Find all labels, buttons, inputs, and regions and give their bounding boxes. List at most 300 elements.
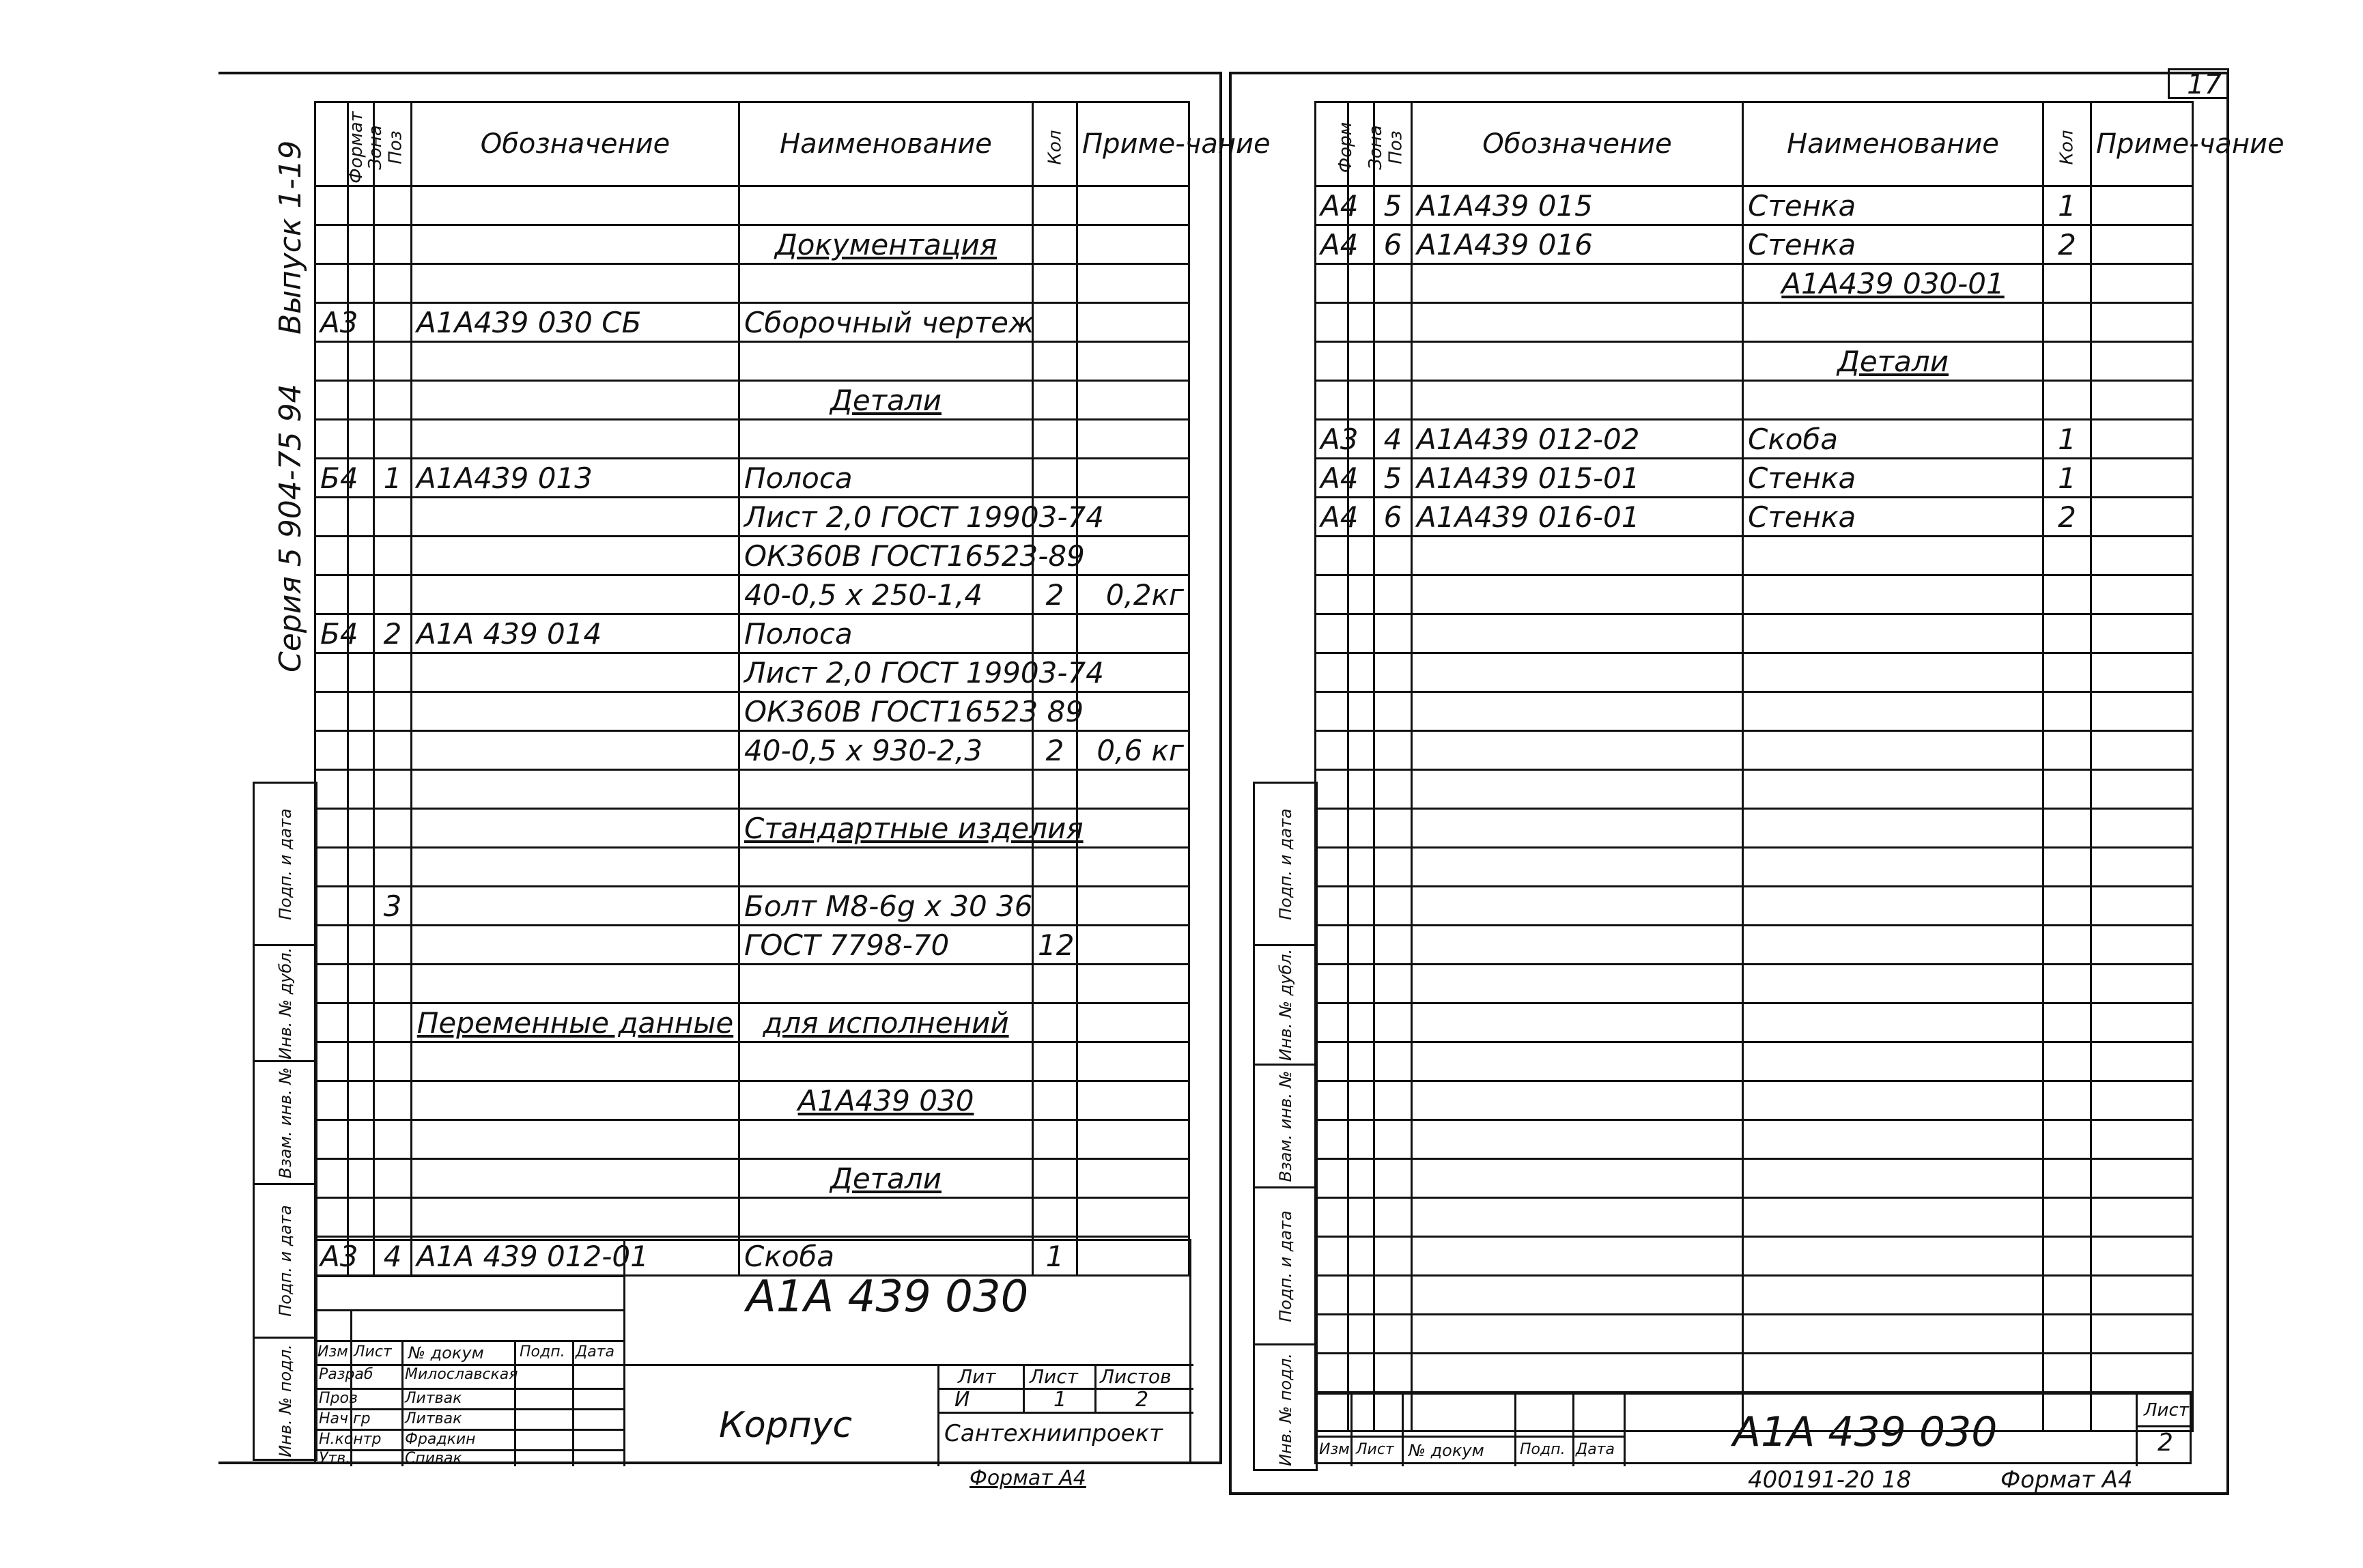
spec-cell-name [739,186,1033,225]
spec-cell-empty [2091,1198,2193,1237]
spec-row [1316,186,2193,225]
doc-number: А1А 439 030 [746,1272,1029,1322]
spec-cell-designation [412,770,739,809]
stamp-cell: Подп. и дата [275,1205,295,1317]
spec-cell-note [1077,381,1189,420]
spec-cell-note [1077,1003,1189,1042]
spec-cell-empty [1374,1003,1412,1042]
spec-cell-empty [1374,926,1412,965]
spec-cell-designation: Переменные данные [412,1003,739,1042]
stamp-cell: Инв. № подл. [275,1344,295,1457]
spec-cell-name: Полоса [739,459,1033,498]
spec-cell-empty [1348,1237,1374,1276]
spec-cell-empty [1412,1042,1743,1081]
sheet-value: 2 [2157,1429,2173,1457]
spec-cell-fmt: А4 [1316,459,1348,498]
spec-cell-zone [348,965,374,1003]
spec-cell-qty [1033,887,1077,926]
spec-cell-zone [348,926,374,965]
spec-row-empty [1316,1354,2193,1393]
spec-cell-empty [1374,1315,1412,1354]
spec-cell-qty [1033,1198,1077,1237]
spec-row [315,1198,1189,1237]
spec-row [315,575,1189,614]
spec-cell-name: ОК360В ГОСТ16523-89 [739,537,1033,575]
spec-cell-empty [1412,731,1743,770]
spec-cell-designation [412,809,739,848]
spec-cell-note [1077,770,1189,809]
spec-cell-note [2091,381,2193,420]
spec-cell-empty [2043,1003,2091,1042]
spec-cell-empty [1316,965,1348,1003]
spec-cell-fmt [315,498,348,537]
spec-cell-pos [374,1198,412,1237]
spec-cell-empty [1743,1354,2043,1393]
spec-cell-designation: А1А439 015-01 [1412,459,1743,498]
spec-cell-zone [348,692,374,731]
right-title-block [1314,1393,2192,1464]
spec-cell-empty [1412,926,1743,965]
spec-cell-fmt: А4 [1316,498,1348,537]
spec-cell-empty [1374,731,1412,770]
spec-cell-pos [374,692,412,731]
spec-cell-name: ГОСТ 7798-70 [739,926,1033,965]
spec-cell-empty [1374,575,1412,614]
spec-row [315,264,1189,303]
spec-row [315,1081,1189,1120]
spec-cell-empty [1412,1159,1743,1198]
spec-cell-qty [1033,1120,1077,1159]
spec-cell-note [1077,887,1189,926]
spec-cell-qty: 2 [1033,731,1077,770]
spec-cell-empty [2091,926,2193,965]
spec-cell-designation [1412,264,1743,303]
spec-cell-empty [2043,1276,2091,1315]
spec-cell-pos [374,965,412,1003]
spec-cell-empty [1412,848,1743,887]
spec-row [1316,264,2193,303]
left-spec-body [315,186,1189,1276]
spec-cell-empty [2091,809,2193,848]
col-head-sign: Подп. [520,1343,565,1360]
spec-row [315,848,1189,887]
spec-cell-empty [1316,1042,1348,1081]
spec-cell-empty [1412,1081,1743,1120]
spec-cell-empty [1316,692,1348,731]
spec-row [315,420,1189,459]
spec-cell-zone [348,887,374,926]
signer-name: Литвак [405,1410,462,1427]
spec-cell-zone [1348,342,1374,381]
spec-cell-pos [374,381,412,420]
spec-row [315,303,1189,342]
spec-cell-zone [348,731,374,770]
spec-cell-note [1077,809,1189,848]
spec-cell-empty [1743,965,2043,1003]
spec-cell-pos: 4 [374,1237,412,1276]
spec-cell-pos [1374,342,1412,381]
spec-cell-zone [348,537,374,575]
spec-cell-designation [1412,303,1743,342]
spec-cell-name: Скоба [1743,420,2043,459]
doc-number: А1А 439 030 [1733,1408,1998,1456]
spec-cell-note [1077,848,1189,887]
spec-cell-qty [1033,420,1077,459]
spec-cell-name [739,965,1033,1003]
spec-cell-pos [374,1003,412,1042]
spec-cell-fmt: А3 [1316,420,1348,459]
spec-row-empty [1316,1081,2193,1120]
spec-cell-zone [348,848,374,887]
spec-cell-qty: 1 [2043,420,2091,459]
spec-cell-empty [1316,926,1348,965]
spec-row [315,887,1189,926]
spec-cell-empty [1316,731,1348,770]
spec-cell-empty [1316,1198,1348,1237]
spec-cell-fmt: Б4 [315,459,348,498]
spec-cell-empty [1316,770,1348,809]
spec-cell-name: 40-0,5 х 930-2,3 [739,731,1033,770]
spec-cell-zone [348,342,374,381]
spec-cell-fmt [315,1159,348,1198]
spec-cell-empty [2091,848,2193,887]
spec-cell-empty [1316,537,1348,575]
spec-cell-note [2091,225,2193,264]
spec-cell-empty [1743,1042,2043,1081]
spec-cell-empty [2043,1237,2091,1276]
spec-cell-name: 40-0,5 х 250-1,4 [739,575,1033,614]
spec-cell-designation [412,926,739,965]
spec-cell-empty [1743,1081,2043,1120]
spec-cell-qty: 2 [2043,498,2091,537]
spec-row [315,770,1189,809]
spec-cell-designation: А1А439 012-02 [1412,420,1743,459]
stamp-cell: Инв. № дубл. [1275,948,1295,1061]
spec-cell-note [2091,264,2193,303]
spec-cell-qty: 12 [1033,926,1077,965]
col-format-header: Форм [1316,102,1348,186]
spec-cell-zone [1348,381,1374,420]
spec-row [315,1003,1189,1042]
spec-cell-empty [1743,1003,2043,1042]
spec-cell-zone [348,809,374,848]
spec-cell-empty [2043,653,2091,692]
spec-cell-pos [1374,381,1412,420]
right-header-row [1316,102,2193,186]
spec-cell-empty [1348,1042,1374,1081]
spec-cell-note: 0,2кг [1077,575,1189,614]
spec-cell-fmt [315,575,348,614]
spec-cell-empty [1412,965,1743,1003]
spec-cell-empty [2091,1354,2193,1393]
spec-cell-name: Детали [1743,342,2043,381]
spec-cell-note [1077,537,1189,575]
spec-row [315,1042,1189,1081]
spec-cell-fmt [1316,381,1348,420]
spec-cell-designation: А1А439 013 [412,459,739,498]
spec-cell-note [1077,1120,1189,1159]
spec-cell-name: Полоса [739,614,1033,653]
spec-cell-empty [1743,1198,2043,1237]
spec-cell-empty [2043,1159,2091,1198]
signer-role: Нач гр [319,1410,371,1427]
spec-row [315,692,1189,731]
spec-cell-qty [1033,965,1077,1003]
spec-row-empty [1316,1120,2193,1159]
spec-cell-empty [1743,926,2043,965]
spec-cell-qty: 2 [2043,225,2091,264]
spec-cell-empty [1348,537,1374,575]
spec-cell-note [1077,186,1189,225]
spec-cell-name: Сборочный чертеж [739,303,1033,342]
spec-row [315,809,1189,848]
spec-cell-name: Лист 2,0 ГОСТ 19903-74 [739,653,1033,692]
spec-cell-name: Стенка [1743,498,2043,537]
spec-cell-fmt [315,965,348,1003]
spec-cell-pos [374,1120,412,1159]
spec-cell-name: Стандартные изделия [739,809,1033,848]
spec-cell-fmt [1316,303,1348,342]
spec-cell-empty [1348,1003,1374,1042]
spec-cell-empty [2091,614,2193,653]
spec-cell-zone [348,1120,374,1159]
spec-cell-empty [2043,692,2091,731]
spec-cell-pos [374,342,412,381]
spec-cell-note [1077,459,1189,498]
spec-cell-fmt [315,225,348,264]
spec-cell-empty [2091,1003,2193,1042]
spec-cell-designation [412,1042,739,1081]
spec-cell-empty [1374,1198,1412,1237]
spec-cell-fmt [315,848,348,887]
left-title-block [314,1239,1191,1467]
spec-cell-pos [374,225,412,264]
spec-cell-empty [1348,653,1374,692]
signer-role: Н.контр [319,1431,382,1448]
col-head-docnum: № докум [408,1343,484,1363]
spec-cell-empty [2043,770,2091,809]
spec-row-empty [1316,887,2193,926]
spec-row-empty [1316,926,2193,965]
spec-cell-fmt [315,420,348,459]
spec-cell-designation [1412,342,1743,381]
signer-name: Милославская [405,1366,518,1383]
spec-cell-qty [2043,303,2091,342]
spec-cell-empty [1412,1237,1743,1276]
spec-cell-empty [1316,1237,1348,1276]
spec-cell-designation [412,887,739,926]
spec-cell-designation [412,342,739,381]
spec-cell-empty [1374,1276,1412,1315]
spec-cell-empty [1374,1354,1412,1393]
spec-cell-pos [374,264,412,303]
sheets-value: 2 [1135,1388,1149,1412]
sheet-head: Лист [1030,1365,1078,1388]
spec-cell-fmt [315,1198,348,1237]
spec-row-empty [1316,575,2193,614]
spec-cell-designation: А1А439 015 [1412,186,1743,225]
spec-cell-name: Стенка [1743,225,2043,264]
spec-cell-empty [2043,1120,2091,1159]
col-designation-header: Обозначение [412,102,739,186]
spec-row-empty [1316,1042,2193,1081]
spec-cell-zone [348,264,374,303]
spec-cell-empty [2043,1354,2091,1393]
spec-cell-note [2091,459,2193,498]
spec-cell-designation [412,498,739,537]
spec-cell-empty [1412,887,1743,926]
left-header-row [315,102,1189,186]
spec-row [315,1159,1189,1198]
spec-cell-empty [2043,537,2091,575]
col-head-list: Лист [354,1343,392,1360]
spec-cell-note [1077,965,1189,1003]
col-head-sign: Подп. [1520,1441,1566,1458]
spec-cell-designation: А1А439 030 СБ [412,303,739,342]
spec-cell-empty [2091,1042,2193,1081]
spec-cell-note [1077,420,1189,459]
spec-cell-designation [1412,381,1743,420]
spec-cell-pos: 6 [1374,225,1412,264]
spec-row-empty [1316,965,2193,1003]
spec-row-empty [1316,692,2193,731]
spec-cell-note [1077,1198,1189,1237]
spec-cell-fmt [315,926,348,965]
spec-cell-empty [1348,887,1374,926]
sheet-value: 1 [1053,1388,1067,1412]
spec-cell-designation [412,264,739,303]
spec-cell-empty [2043,731,2091,770]
spec-cell-zone [348,1081,374,1120]
spec-cell-empty [1348,809,1374,848]
spec-cell-empty [2043,1315,2091,1354]
spec-cell-empty [1316,1120,1348,1159]
spec-cell-pos [374,731,412,770]
spec-cell-qty [1033,342,1077,381]
spec-cell-name [739,342,1033,381]
spec-cell-empty [1348,1276,1374,1315]
spec-cell-empty [1316,1159,1348,1198]
col-head-date: Дата [576,1343,614,1360]
spec-cell-zone [1348,303,1374,342]
spec-cell-empty [2091,1315,2193,1354]
right-format-label: Формат А4 [2000,1466,2133,1494]
right-spec-table [1314,101,2284,1432]
spec-cell-empty [1316,887,1348,926]
spec-cell-qty [1033,459,1077,498]
bottom-code: 400191-20 18 [1748,1466,1912,1494]
spec-cell-zone [348,381,374,420]
spec-cell-empty [1348,1159,1374,1198]
spec-cell-zone [348,770,374,809]
spec-cell-qty [1033,1081,1077,1120]
signer-name: Фрадкин [405,1431,476,1448]
spec-cell-empty [1743,1159,2043,1198]
series-label: Серия 5 904-75 94 [273,384,308,672]
spec-row [315,342,1189,381]
spec-cell-pos: 5 [1374,186,1412,225]
spec-row [315,614,1189,653]
spec-cell-empty [1348,926,1374,965]
spec-cell-qty: 1 [1033,1237,1077,1276]
spec-cell-empty [2091,1120,2193,1159]
spec-row-empty [1316,848,2193,887]
spec-cell-note [1077,264,1189,303]
signer-name: Спивак [405,1450,462,1467]
spec-cell-empty [1412,653,1743,692]
col-head-izm: Изм [1319,1441,1350,1458]
spec-cell-designation [412,731,739,770]
spec-cell-pos: 1 [374,459,412,498]
spec-cell-empty [2043,926,2091,965]
spec-cell-empty [1743,731,2043,770]
spec-cell-empty [1348,1354,1374,1393]
spec-cell-empty [1412,809,1743,848]
spec-cell-empty [1743,1276,2043,1315]
spec-row [315,965,1189,1003]
spec-cell-fmt [1316,264,1348,303]
spec-cell-qty: 2 [1033,575,1077,614]
spec-cell-designation [412,381,739,420]
spec-cell-empty [1743,1120,2043,1159]
stamp-cell: Подп. и дата [1275,1210,1295,1322]
spec-cell-zone [348,225,374,264]
spec-cell-qty [2043,264,2091,303]
spec-cell-note [1077,303,1189,342]
spec-cell-empty [1316,848,1348,887]
spec-cell-zone [348,653,374,692]
spec-cell-empty [1316,575,1348,614]
spec-cell-fmt [1316,342,1348,381]
spec-cell-name [739,1042,1033,1081]
spec-cell-qty [1033,1159,1077,1198]
col-qty-header: Кол [2043,102,2091,186]
spec-cell-empty [2043,575,2091,614]
spec-cell-name: Болт М8-6g х 30 36 [739,887,1033,926]
spec-row [315,381,1189,420]
signer-role: Разраб [319,1366,373,1383]
spec-cell-fmt [315,731,348,770]
spec-cell-designation: А1А439 016-01 [1412,498,1743,537]
spec-cell-designation [412,848,739,887]
spec-cell-qty [1033,264,1077,303]
signer-role: Утв. [319,1450,351,1467]
spec-cell-fmt [315,537,348,575]
spec-cell-designation [412,1198,739,1237]
spec-cell-note [1077,614,1189,653]
spec-cell-empty [2091,1237,2193,1276]
spec-cell-name [739,1198,1033,1237]
spec-cell-name: Стенка [1743,186,2043,225]
spec-cell-empty [1348,1081,1374,1120]
col-qty-header: Кол [1033,102,1077,186]
spec-cell-qty [1033,303,1077,342]
spec-cell-empty [1743,848,2043,887]
spec-cell-note [2091,420,2193,459]
spec-cell-empty [2091,770,2193,809]
spec-cell-fmt [315,342,348,381]
spec-cell-empty [1412,1354,1743,1393]
spec-cell-fmt [315,809,348,848]
spec-cell-empty [1374,848,1412,887]
spec-cell-name [1743,381,2043,420]
stamp-cell: Инв. № подл. [1275,1352,1295,1466]
spec-cell-empty [1743,1315,2043,1354]
spec-cell-empty [1374,809,1412,848]
spec-cell-pos [374,809,412,848]
spec-cell-fmt: А4 [1316,225,1348,264]
spec-cell-fmt: А3 [315,1237,348,1276]
